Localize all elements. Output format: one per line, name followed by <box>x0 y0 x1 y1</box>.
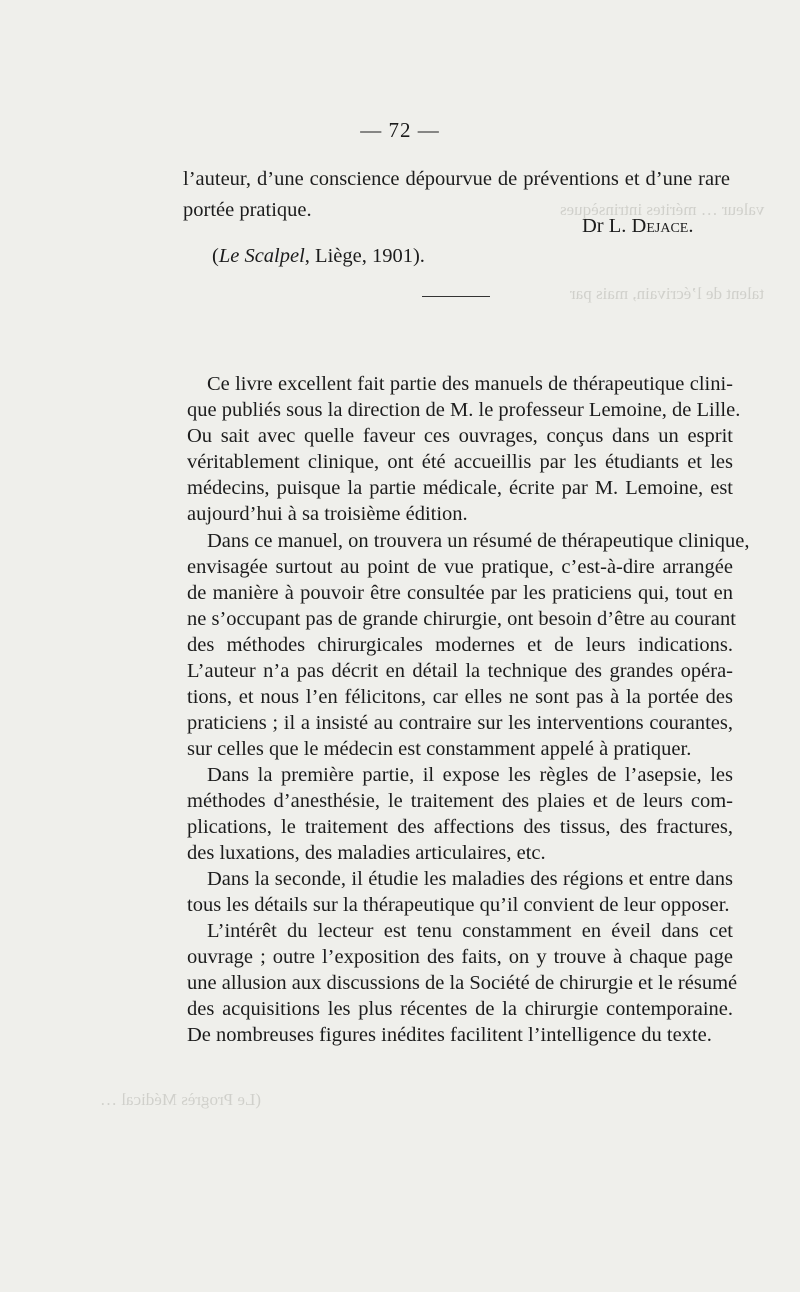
citation-details: , Liège, 1901). <box>304 245 425 267</box>
signature-name: L. Dejace. <box>608 215 694 237</box>
signature <box>582 214 693 238</box>
body-text-line: aujourd’hui à sa troisième édition. <box>187 503 468 525</box>
body-text-line: ne s’occupant pas de grande chirurgie, ont besoin d’être au courant <box>187 608 736 630</box>
body-text-line: Ce livre excellent fait partie des manuels de thérapeutique clini- <box>207 373 733 395</box>
section-divider <box>422 296 490 297</box>
body-text-line: ouvrage ; outre l’exposition des faits, on y trouve à chaque page <box>187 946 733 968</box>
body-text-line: des acquisitions les plus récentes de la chirurgie contemporaine. <box>187 998 733 1020</box>
body-text-line: envisagée surtout au point de vue pratique, c’est-à-dire arrangée <box>187 556 733 578</box>
signature-title: Dr <box>582 215 604 237</box>
page-number: — 72 — <box>360 118 440 142</box>
body-text-line: une allusion aux discussions de la Société de chirurgie et le résumé <box>187 972 738 994</box>
body-text-line: sur celles que le médecin est constamment appelé à pratiquer. <box>187 738 692 760</box>
body-text-line: Dans la seconde, il étudie les maladies des régions et entre dans <box>207 868 733 890</box>
show-through-text: (Le Progrès Médical … <box>100 1090 261 1109</box>
body-text-line: praticiens ; il a insisté au contraire sur les interventions courantes, <box>187 712 733 734</box>
show-through-text: valeur … mérites intrinsèques <box>560 200 765 219</box>
body-text-line: Dans ce manuel, on trouvera un résumé de thérapeutique clinique, <box>207 530 750 552</box>
body-text-line: Ou sait avec quelle faveur ces ouvrages, conçus dans un esprit <box>187 425 733 447</box>
source-citation: (Le Scalpel, Liège, 1901). <box>212 245 425 267</box>
body-text-line: tous les détails sur la thérapeutique qu’il convient de leur opposer. <box>187 894 730 916</box>
show-through-text: talent de l’écrivain, mais par <box>570 284 764 303</box>
body-text-line: de manière à pouvoir être consultée par les praticiens qui, tout en <box>187 582 733 604</box>
body-text-line: des méthodes chirurgicales modernes et de leurs indications. <box>187 634 733 656</box>
body-text-line: véritablement clinique, ont été accueillis par les étudiants et les <box>187 451 733 473</box>
body-text-line: De nombreuses figures inédites facilitent l’intelligence du texte. <box>187 1024 712 1046</box>
body-text-line: Dans la première partie, il expose les règles de l’asepsie, les <box>207 764 733 786</box>
review-text-line: portée pratique. <box>183 199 312 221</box>
body-text-line: médecins, puisque la partie médicale, écrite par M. Lemoine, est <box>187 477 733 499</box>
body-text-line: L’auteur n’a pas décrit en détail la technique des grandes opéra- <box>187 660 733 682</box>
body-text-line: L’intérêt du lecteur est tenu constamment en éveil dans cet <box>207 920 733 942</box>
body-text-line: méthodes d’anesthésie, le traitement des plaies et de leurs com- <box>187 790 733 812</box>
body-text-line: des luxations, des maladies articulaires, etc. <box>187 842 546 864</box>
body-text-line: plications, le traitement des affections des tissus, des fractures, <box>187 816 733 838</box>
body-text-line: tions, et nous l’en félicitons, car elles ne sont pas à la portée des <box>187 686 733 708</box>
body-text-line: que publiés sous la direction de M. le professeur Lemoine, de Lille. <box>187 399 741 421</box>
journal-title: Le Scalpel <box>218 245 305 267</box>
review-text-line: l’auteur, d’une conscience dépourvue de préventions et d’une rare <box>183 168 730 190</box>
